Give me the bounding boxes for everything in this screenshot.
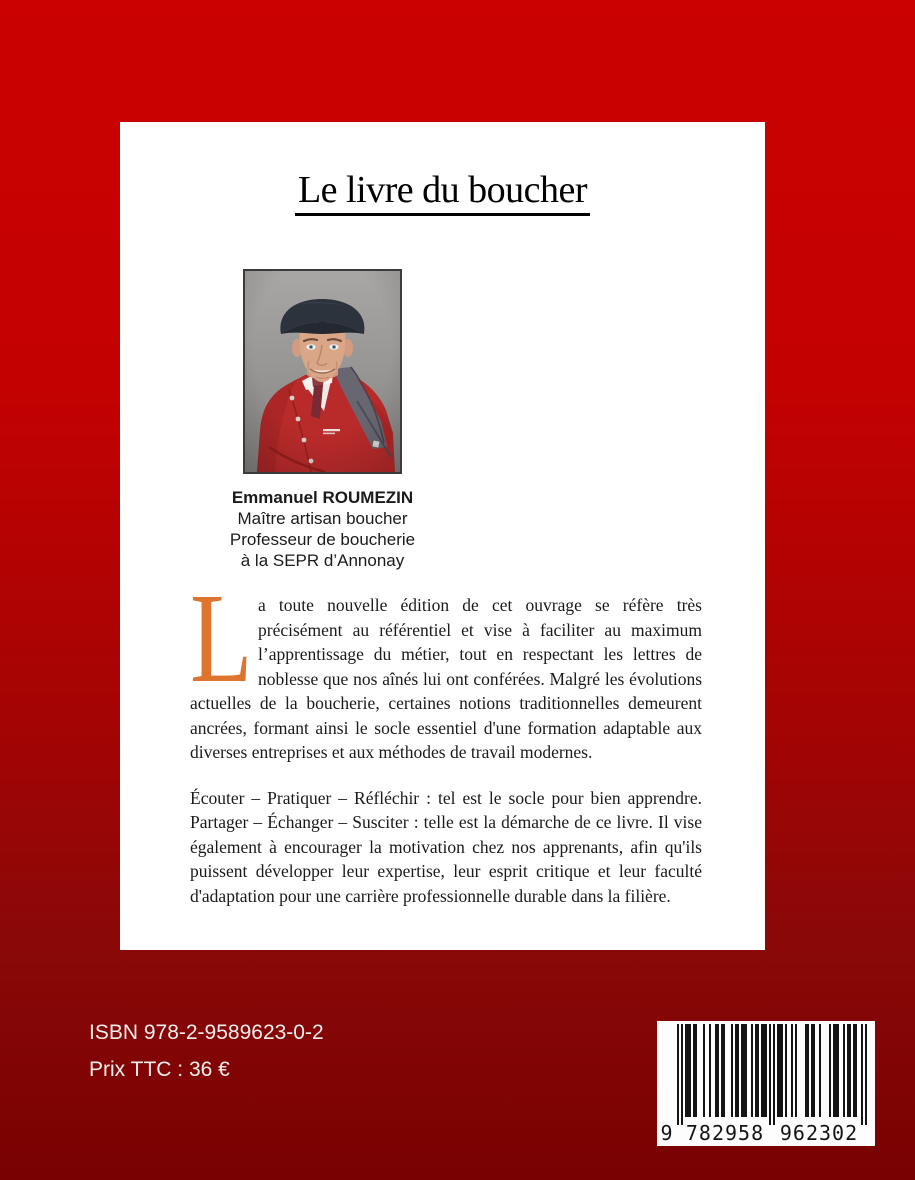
author-role-1: Maître artisan boucher [237, 509, 408, 528]
author-photo [243, 269, 402, 474]
barcode [657, 1021, 875, 1146]
isbn-text: ISBN 978-2-9589623-0-2 [89, 1021, 324, 1044]
author-portrait-illustration [245, 271, 400, 472]
paragraph-1-text: a toute nouvelle édition de cet ouvrage se réfère très précisément au référentiel et vise à faciliter au maximum l’apprentissage du métier, tout en respectant les lettres de noblesse que nos aînés lui ont conférées. Malgré les évolutions actuelles de la boucherie, certaines notions traditionnelles demeurent ancrées, formant ainsi le socle essentiel d'une formation adaptable aux diverses entreprises et aux méthodes de travail modernes. [190, 595, 702, 762]
author-caption [205, 487, 440, 571]
author-name: Emmanuel ROUMEZIN [231, 488, 414, 507]
back-cover-description [190, 567, 702, 908]
barcode-bars [677, 1024, 867, 1125]
book-title-text: Le livre du boucher [295, 169, 590, 216]
dropcap-letter: L [190, 567, 253, 709]
author-role-3: à la SEPR d’Annonay [240, 551, 405, 570]
author-role-2: Professeur de boucherie [229, 530, 416, 549]
paragraph-2: Écouter – Pratiquer – Réfléchir : tel est le socle pour bien apprendre. Partager – Échanger – Susciter : telle est la démarche de ce livre. Il vise également à encourager la motivation chez nos apprenants, afin qu'ils puissent développer leur expertise, leur esprit critique et leur faculté d'adaptation pour une carrière professionnelle durable dans la filière. [190, 787, 702, 906]
content-panel [120, 122, 765, 950]
barcode-digits-right: 962302 [779, 1121, 859, 1145]
page-title [120, 168, 765, 212]
author-figure [205, 269, 440, 571]
barcode-digit-first: 9 [660, 1121, 674, 1145]
paragraph-1 [190, 567, 702, 765]
barcode-digits-left: 782958 [685, 1121, 765, 1145]
price-text: Prix TTC : 36 € [89, 1058, 230, 1081]
